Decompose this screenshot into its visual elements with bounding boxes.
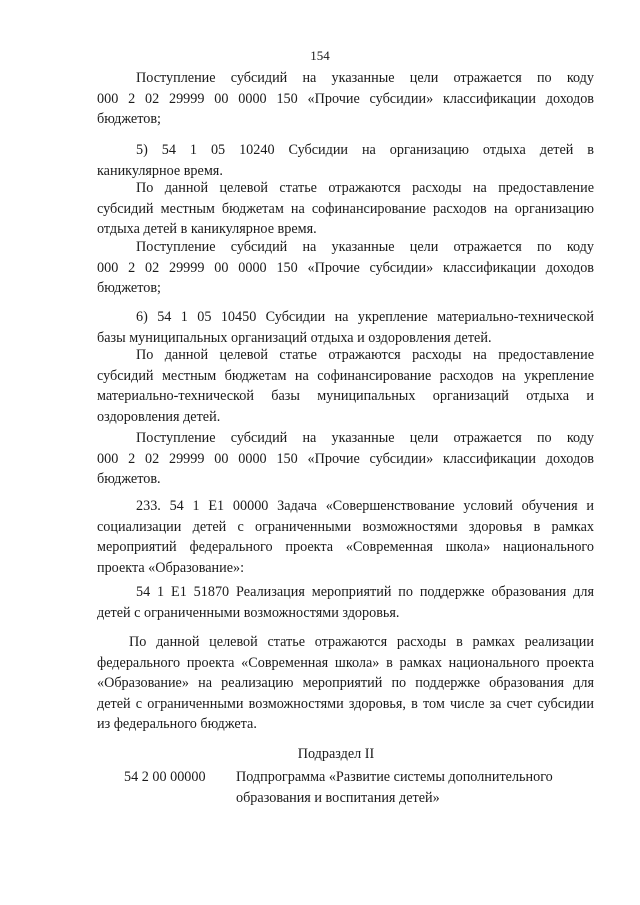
subprogram-title-line: образования и воспитания детей»	[236, 789, 440, 806]
text-line: каникулярное время.	[97, 162, 223, 179]
text-line: 5) 54 1 05 10240 Субсидии на организацию отдыха детей в	[136, 142, 594, 158]
text-line: 000 2 02 29999 00 0000 150 «Прочие субсидии» классификации доходов	[97, 259, 594, 276]
paragraph-income-subsidies-2	[97, 237, 594, 299]
text-line: детей с ограниченными возможностями здоровья, в том числе за счет субсидии	[97, 695, 594, 712]
paragraph-item-e1-51870-description	[97, 632, 594, 735]
text-line: бюджетов;	[97, 280, 161, 296]
subsection-heading: Подраздел II	[297, 746, 375, 762]
text-line: проекта «Образование»:	[97, 559, 245, 576]
paragraph-item-5-description	[97, 178, 594, 240]
text-line: бюджетов.	[97, 471, 161, 487]
text-line: материально-технической базы муниципальных организаций отдыха и	[97, 388, 594, 404]
paragraph-item-233	[97, 496, 594, 578]
text-line: бюджетов;	[97, 111, 161, 127]
text-line: «Образование» на реализацию мероприятий по поддержке образования для	[97, 675, 594, 691]
text-line: По данной целевой статье отражаются расходы в рамках реализации	[129, 634, 594, 650]
text-line: 54 1 E1 51870 Реализация мероприятий по поддержке образования для	[136, 584, 594, 600]
paragraph-item-5	[97, 140, 594, 181]
text-line: По данной целевой статье отражаются расходы на предоставление	[136, 347, 594, 363]
text-line: Поступление субсидий на указанные цели отражается по коду	[136, 70, 594, 86]
text-line: отдыха детей в каникулярное время.	[97, 221, 317, 237]
text-line: оздоровления детей.	[97, 408, 221, 425]
subprogram-code: 54 2 00 00000	[124, 769, 206, 785]
paragraph-income-subsidies-1	[97, 68, 594, 130]
text-line: 233. 54 1 E1 00000 Задача «Совершенствование условий обучения и	[136, 498, 594, 514]
paragraph-income-subsidies-3	[97, 428, 594, 490]
text-line: федерального проекта «Современная школа» в рамках национального проекта	[97, 654, 594, 671]
text-line: Поступление субсидий на указанные цели отражается по коду	[136, 239, 594, 255]
subprogram-title-line: Подпрограмма «Развитие системы дополнительного	[236, 769, 553, 785]
text-line: детей с ограниченными возможностями здоровья.	[97, 604, 400, 621]
text-line: 6) 54 1 05 10450 Субсидии на укрепление материально-технической	[136, 309, 594, 325]
paragraph-item-e1-51870	[97, 582, 594, 623]
text-line: субсидий местным бюджетам на софинансирование расходов на организацию	[97, 200, 594, 217]
text-line: мероприятий федерального проекта «Современная школа» национального	[97, 539, 594, 555]
text-line: 000 2 02 29999 00 0000 150 «Прочие субсидии» классификации доходов	[97, 450, 594, 467]
text-line: из федерального бюджета.	[97, 716, 257, 732]
text-line: Поступление субсидий на указанные цели отражается по коду	[136, 430, 594, 446]
text-line: 000 2 02 29999 00 0000 150 «Прочие субсидии» классификации доходов	[97, 90, 594, 107]
text-line: По данной целевой статье отражаются расходы на предоставление	[136, 180, 594, 196]
text-line: субсидий местным бюджетам на софинансирование расходов на укрепление	[97, 367, 594, 384]
page-number: 154	[310, 48, 330, 63]
paragraph-item-6-description	[97, 345, 594, 427]
text-line: социализации детей с ограниченными возможностями здоровья в рамках	[97, 518, 594, 535]
paragraph-item-6	[97, 307, 594, 348]
text-line: базы муниципальных организаций отдыха и оздоровления детей.	[97, 329, 492, 346]
subprogram-title	[236, 767, 576, 808]
